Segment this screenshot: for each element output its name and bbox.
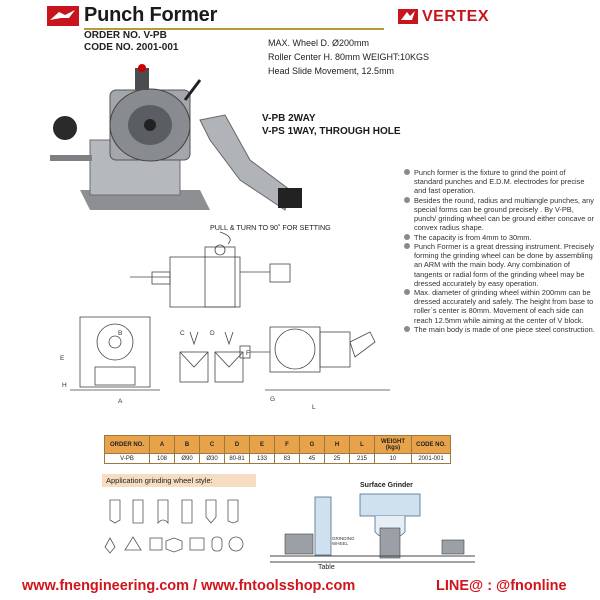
column-header: F: [275, 436, 300, 454]
wheel-profile-shape: [158, 500, 168, 523]
table-cell: Ø90: [175, 454, 200, 464]
wheel-profile-shape: [150, 538, 162, 550]
dim-letter: L: [312, 404, 316, 411]
model-line: V-PS 1WAY, THROUGH HOLE: [262, 126, 401, 137]
column-header: D: [225, 436, 250, 454]
footer-line-id[interactable]: LINE@ : @fnonline: [436, 578, 567, 594]
column-header: C: [200, 436, 225, 454]
technical-drawing: [70, 232, 400, 412]
wheel-profile-shape: [105, 538, 115, 553]
grinding-wheel-label: GRINDING WHEEL: [332, 536, 355, 546]
order-number: ORDER NO. V-PB: [84, 30, 167, 41]
table-cell: 45: [300, 454, 325, 464]
dim-letter: H: [62, 382, 67, 389]
model-line: V-PB 2WAY: [262, 113, 316, 124]
bullet-icon: [404, 169, 410, 175]
bullet-icon: [404, 326, 410, 332]
spec-line: Roller Center H. 80mm WEIGHT:10KGS: [268, 52, 430, 62]
surface-grinder-illustration: [270, 492, 480, 577]
table-cell: 83: [275, 454, 300, 464]
table-cell: 80-81: [225, 454, 250, 464]
column-header: WEIGHT (kgs): [375, 436, 412, 454]
feature-item: Punch former is the fixture to grind the point of standard punches and E.D.M. electrodes for precise and fast operation.: [404, 168, 596, 195]
code-number: CODE NO. 2001-001: [84, 42, 179, 53]
table-header-row: [105, 436, 451, 454]
table-cell: V-PB: [105, 454, 150, 464]
column-header: E: [250, 436, 275, 454]
bullet-icon: [404, 289, 410, 295]
table-label: Table: [318, 564, 335, 571]
bullet-icon: [404, 234, 410, 240]
wheel-profile-shape: [125, 537, 141, 550]
wheel-profile-shape: [110, 500, 120, 523]
wheel-profile-shape: [182, 500, 192, 523]
wheel-profile-shape: [166, 538, 182, 552]
wheel-profile-shape: [229, 537, 243, 551]
feature-list: [404, 168, 596, 335]
column-header: G: [300, 436, 325, 454]
bullet-icon: [404, 197, 410, 203]
page-title: Punch Former: [84, 4, 218, 26]
product-photo: [50, 60, 310, 230]
dim-letter: A: [118, 398, 123, 405]
vertex-emblem-icon: [398, 8, 420, 26]
header-logo: [47, 6, 79, 26]
pull-turn-label: PULL & TURN TO 90˚ FOR SETTING: [210, 223, 331, 232]
wheel-profile-shape: [190, 538, 204, 550]
table-cell: Ø30: [200, 454, 225, 464]
column-header: H: [325, 436, 350, 454]
application-label: Application grinding wheel style:: [102, 474, 256, 487]
column-header: ORDER NO.: [105, 436, 150, 454]
table-cell: 108: [150, 454, 175, 464]
surface-grinder-label: Surface Grinder: [360, 482, 413, 489]
column-header: L: [350, 436, 375, 454]
wheel-style-shapes: [100, 495, 250, 560]
dim-letter: B: [118, 330, 123, 337]
bird-icon: [47, 6, 79, 26]
wheel-profile-shape: [133, 500, 143, 523]
feature-item: The capacity is from 4mm to 30mm.: [404, 233, 596, 242]
spec-table: [104, 435, 451, 464]
feature-item: Besides the round, radius and multiangle punches, any special forms can be ground precisely . By V-PB, punch/ grinding wheel can be ground either concave or convex radius shape.: [404, 196, 596, 232]
dim-letter: D: [210, 330, 215, 337]
feature-item: The main body is made of one piece steel construction.: [404, 325, 596, 334]
table-cell: 10: [375, 454, 412, 464]
order-info: [84, 30, 179, 54]
feature-item: Punch Former is a great dressing instrument. Precisely forming the grinding wheel can be done by assembling an ARM with the main body. Any combination of tangents or radial form of the grinding wheel may be dressed accurately by easy operation.: [404, 242, 596, 287]
table-cell: 2001-001: [412, 454, 451, 464]
wheel-profile-shape: [212, 537, 222, 551]
spec-line: Head Slide Movement, 12.5mm: [268, 66, 395, 76]
dim-letter: G: [270, 396, 276, 403]
brand-logo: [398, 8, 508, 26]
bullet-icon: [404, 243, 410, 249]
wheel-profile-shape: [228, 500, 238, 523]
spec-line: MAX. Wheel D. Ø200mm: [268, 38, 370, 48]
brand-name: VERTEX: [422, 8, 490, 25]
dim-letter: C: [180, 330, 185, 337]
grinding-wheel-shape: [315, 497, 331, 555]
table-cell: 25: [325, 454, 350, 464]
table-row: [105, 454, 451, 464]
table-cell: 133: [250, 454, 275, 464]
column-header: CODE NO.: [412, 436, 451, 454]
wheel-profile-shape: [206, 500, 216, 523]
column-header: A: [150, 436, 175, 454]
feature-item: Max. diameter of grinding wheel within 200mm can be dressed accurately and safely. The height from base to roller`s center is 80mm. Movement of each side can reach 12.5mm while aiming at the center of V block.: [404, 288, 596, 324]
column-header: B: [175, 436, 200, 454]
dim-letter: E: [60, 355, 65, 362]
footer-website-links[interactable]: www.fnengineering.com / www.fntoolsshop.com: [22, 578, 356, 594]
table-cell: 215: [350, 454, 375, 464]
dim-letter: F: [246, 350, 250, 357]
